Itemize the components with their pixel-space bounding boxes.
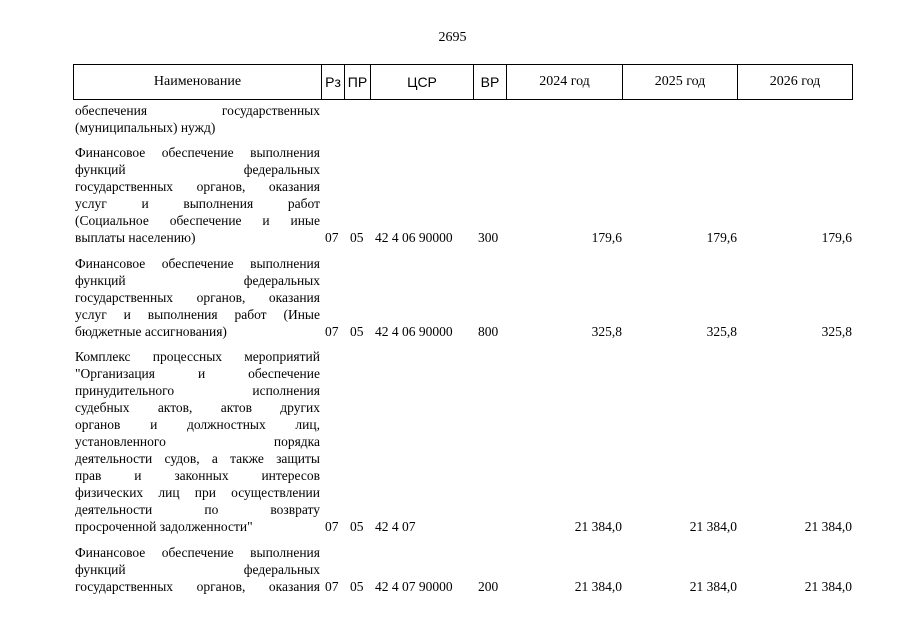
cell-2025: 21 384,0 (689, 579, 737, 594)
cell-vr: 300 (478, 230, 499, 245)
cell-vr: 200 (478, 579, 499, 594)
name-line: установленного порядка (75, 434, 320, 449)
name-line: деятельности судов, а также защиты (75, 451, 320, 466)
table-row-name (75, 348, 320, 535)
name-line: принудительного исполнения (75, 383, 320, 398)
cell-2025: 325,8 (706, 324, 737, 339)
name-line: функций федеральных (75, 162, 320, 177)
name-line: функций федеральных (75, 562, 320, 577)
cell-2025: 179,6 (706, 230, 737, 245)
header-name: Наименование (74, 65, 322, 99)
header-vr: ВР (474, 65, 507, 99)
name-line: государственных органов, оказания (75, 290, 320, 305)
header-rz: Рз (322, 65, 345, 99)
cell-csr: 42 4 07 90000 (375, 579, 453, 594)
cell-2026: 21 384,0 (804, 519, 852, 534)
name-line: услуг и выполнения работ (75, 196, 320, 211)
name-line: деятельности по возврату (75, 502, 320, 517)
name-line: Финансовое обеспечение выполнения (75, 545, 320, 560)
name-line: физических лиц при осуществлении (75, 485, 320, 500)
table-row-name (75, 544, 320, 595)
cell-vr: 800 (478, 324, 499, 339)
cell-2026: 179,6 (821, 230, 852, 245)
table-row-name (75, 102, 320, 136)
name-line: Финансовое обеспечение выполнения (75, 256, 320, 271)
header-2026: 2026 год (769, 74, 821, 89)
header-2024: 2024 год (507, 65, 623, 99)
header-pr: ПР (345, 65, 371, 99)
cell-pr: 05 (350, 579, 364, 594)
cell-pr: 05 (350, 324, 364, 339)
name-line: (муниципальных) нужд) (75, 120, 216, 135)
cell-csr: 42 4 06 90000 (375, 324, 453, 339)
cell-2024: 325,8 (591, 324, 622, 339)
page-number: 2695 (438, 30, 467, 45)
cell-rz: 07 (325, 324, 339, 339)
cell-2026: 325,8 (821, 324, 852, 339)
name-line: обеспечения государственных (75, 103, 320, 118)
cell-2024: 21 384,0 (574, 579, 622, 594)
name-line: судебных актов, актов других (75, 400, 320, 415)
header-2025: 2025 год (623, 65, 738, 99)
name-line: прав и законных интересов (75, 468, 320, 483)
table-header (73, 64, 853, 100)
name-line: Финансовое обеспечение выполнения (75, 145, 320, 160)
name-line: (Социальное обеспечение и иные (75, 213, 320, 228)
name-line: функций федеральных (75, 273, 320, 288)
cell-2024: 179,6 (591, 230, 622, 245)
cell-rz: 07 (325, 519, 339, 534)
name-line: Комплекс процессных мероприятий (75, 349, 320, 364)
table-row-name (75, 255, 320, 340)
name-line: услуг и выполнения работ (Иные (75, 307, 320, 322)
name-line: выплаты населению) (75, 230, 196, 245)
name-line: "Организация и обеспечение (75, 366, 320, 381)
name-line: государственных органов, оказания (75, 179, 320, 194)
cell-2026: 21 384,0 (804, 579, 852, 594)
cell-rz: 07 (325, 230, 339, 245)
name-line: органов и должностных лиц, (75, 417, 320, 432)
name-line: бюджетные ассигнования) (75, 324, 227, 339)
table-row-name (75, 144, 320, 246)
cell-csr: 42 4 07 (375, 519, 416, 534)
cell-2025: 21 384,0 (689, 519, 737, 534)
cell-pr: 05 (350, 230, 364, 245)
cell-pr: 05 (350, 519, 364, 534)
cell-rz: 07 (325, 579, 339, 594)
cell-csr: 42 4 06 90000 (375, 230, 453, 245)
header-csr: ЦСР (371, 65, 474, 99)
name-line: государственных органов, оказания (75, 579, 320, 594)
name-line: просроченной задолженности" (75, 519, 253, 534)
cell-2024: 21 384,0 (574, 519, 622, 534)
